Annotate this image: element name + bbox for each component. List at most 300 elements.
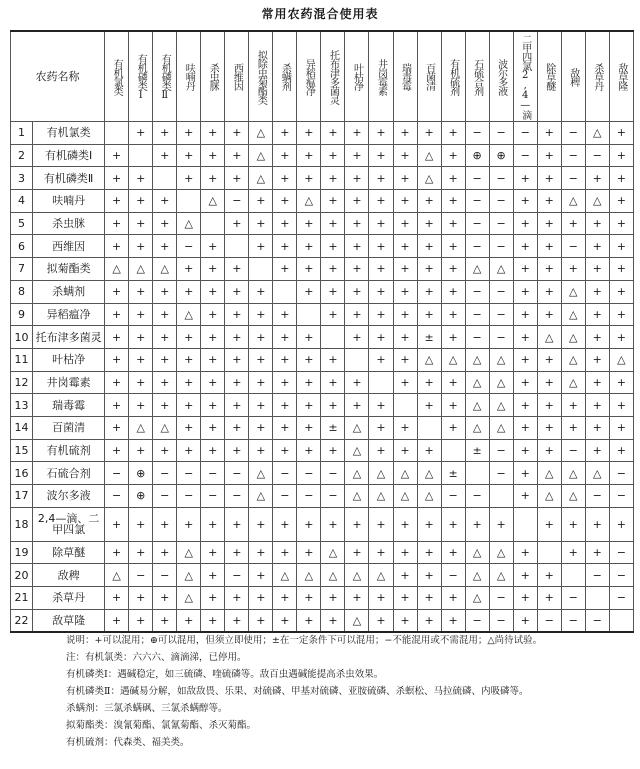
mix-cell: +: [369, 258, 393, 281]
mix-cell: +: [609, 439, 633, 462]
mix-cell: +: [273, 439, 297, 462]
column-header: 敌稗: [561, 31, 585, 122]
mix-cell: +: [201, 564, 225, 587]
column-header: 西维因: [225, 31, 249, 122]
table-row: [11, 190, 634, 213]
mix-cell: +: [441, 235, 465, 258]
mix-cell: +: [585, 212, 609, 235]
mix-cell: +: [417, 280, 441, 303]
mix-cell: +: [105, 167, 129, 190]
mix-cell: +: [441, 609, 465, 632]
mix-cell: −: [441, 564, 465, 587]
row-number: 14: [11, 416, 33, 439]
row-number: 8: [11, 280, 33, 303]
mix-cell: [441, 439, 465, 462]
mix-cell: +: [369, 416, 393, 439]
mix-cell: △: [537, 326, 561, 349]
mix-cell: △: [465, 394, 489, 417]
row-pesticide-name: 杀草丹: [33, 587, 105, 610]
column-header: 瑞毒霉: [393, 31, 417, 122]
mix-cell: +: [609, 280, 633, 303]
mix-cell: △: [297, 190, 321, 213]
mix-cell: +: [393, 326, 417, 349]
header-row: [11, 31, 634, 122]
mix-cell: △: [417, 348, 441, 371]
mix-cell: −: [105, 462, 129, 485]
mix-cell: +: [201, 348, 225, 371]
mix-cell: +: [105, 394, 129, 417]
mix-cell: △: [321, 564, 345, 587]
mix-cell: +: [369, 587, 393, 610]
mix-cell: +: [537, 280, 561, 303]
mix-cell: +: [153, 144, 177, 167]
mix-cell: +: [321, 507, 345, 541]
mix-cell: △: [561, 303, 585, 326]
mix-cell: +: [321, 394, 345, 417]
mix-cell: −: [561, 144, 585, 167]
row-pesticide-name: 叶枯净: [33, 348, 105, 371]
mix-cell: +: [561, 394, 585, 417]
mix-cell: +: [297, 587, 321, 610]
mix-cell: +: [393, 235, 417, 258]
mix-cell: +: [249, 235, 273, 258]
mix-cell: +: [561, 416, 585, 439]
mix-cell: +: [153, 190, 177, 213]
mix-cell: −: [561, 235, 585, 258]
mix-cell: △: [585, 462, 609, 485]
mix-cell: △: [585, 122, 609, 145]
column-header: 有机硫剂: [441, 31, 465, 122]
mix-cell: △: [417, 144, 441, 167]
mix-cell: −: [489, 122, 513, 145]
row-pesticide-name: 呋喃丹: [33, 190, 105, 213]
mix-cell: +: [537, 144, 561, 167]
mix-cell: +: [393, 348, 417, 371]
mix-cell: +: [441, 122, 465, 145]
mix-cell: [153, 167, 177, 190]
mix-cell: [273, 280, 297, 303]
mix-cell: −: [273, 462, 297, 485]
mix-cell: −: [105, 485, 129, 508]
mix-cell: +: [321, 371, 345, 394]
column-header: 井岗霉素: [369, 31, 393, 122]
mix-cell: △: [321, 541, 345, 564]
mix-cell: −: [321, 485, 345, 508]
mix-cell: +: [441, 212, 465, 235]
mix-cell: +: [225, 609, 249, 632]
mix-cell: +: [321, 235, 345, 258]
mix-cell: △: [561, 190, 585, 213]
mix-cell: [129, 144, 153, 167]
mix-cell: +: [201, 609, 225, 632]
mix-cell: +: [513, 326, 537, 349]
mix-cell: −: [153, 485, 177, 508]
mix-cell: +: [177, 280, 201, 303]
mix-cell: +: [417, 212, 441, 235]
mix-cell: +: [153, 587, 177, 610]
mix-cell: −: [489, 235, 513, 258]
mix-cell: +: [393, 212, 417, 235]
mix-cell: △: [465, 564, 489, 587]
mix-cell: △: [561, 348, 585, 371]
mix-cell: [105, 122, 129, 145]
mix-cell: △: [561, 462, 585, 485]
mix-cell: +: [273, 326, 297, 349]
mix-cell: +: [513, 235, 537, 258]
mix-cell: ⊕: [129, 485, 153, 508]
mix-cell: +: [345, 371, 369, 394]
mix-cell: [369, 371, 393, 394]
table-row: [11, 235, 634, 258]
mix-cell: △: [153, 416, 177, 439]
mix-cell: −: [585, 144, 609, 167]
mix-cell: △: [465, 258, 489, 281]
mix-cell: +: [273, 609, 297, 632]
mix-cell: +: [345, 258, 369, 281]
mix-cell: [513, 507, 537, 541]
row-number: 20: [11, 564, 33, 587]
mix-cell: +: [321, 212, 345, 235]
table-row: [11, 212, 634, 235]
mix-cell: +: [153, 507, 177, 541]
mix-cell: +: [561, 541, 585, 564]
mix-cell: −: [489, 190, 513, 213]
mix-cell: −: [489, 326, 513, 349]
mix-cell: −: [489, 280, 513, 303]
table-row: [11, 587, 634, 610]
mix-cell: −: [129, 564, 153, 587]
mix-cell: +: [129, 371, 153, 394]
mix-cell: +: [609, 303, 633, 326]
mix-cell: +: [393, 371, 417, 394]
mix-cell: +: [345, 212, 369, 235]
mix-cell: +: [537, 167, 561, 190]
row-number: 1: [11, 122, 33, 145]
mix-cell: △: [177, 587, 201, 610]
mix-cell: +: [441, 144, 465, 167]
mix-cell: △: [561, 280, 585, 303]
mix-cell: +: [561, 507, 585, 541]
mix-cell: +: [273, 258, 297, 281]
mix-cell: +: [585, 348, 609, 371]
mix-cell: +: [177, 326, 201, 349]
mix-cell: △: [417, 485, 441, 508]
mix-cell: +: [393, 564, 417, 587]
mix-cell: +: [393, 167, 417, 190]
mix-cell: +: [513, 462, 537, 485]
mix-cell: +: [417, 190, 441, 213]
mix-cell: +: [369, 280, 393, 303]
mix-cell: +: [297, 212, 321, 235]
mix-cell: △: [369, 462, 393, 485]
mix-cell: △: [177, 541, 201, 564]
table-row: [11, 348, 634, 371]
mix-cell: +: [561, 258, 585, 281]
mix-cell: +: [201, 416, 225, 439]
mix-cell: △: [417, 167, 441, 190]
mix-cell: +: [441, 507, 465, 541]
mix-cell: +: [273, 212, 297, 235]
mix-cell: +: [537, 122, 561, 145]
mix-cell: +: [129, 326, 153, 349]
table-row: [11, 326, 634, 349]
column-header: 叶枯净: [345, 31, 369, 122]
column-header: 拟除虫菊酯类: [249, 31, 273, 122]
mix-cell: +: [225, 394, 249, 417]
mix-cell: ⊕: [129, 462, 153, 485]
mix-cell: △: [489, 416, 513, 439]
mix-cell: +: [225, 280, 249, 303]
mix-cell: −: [489, 439, 513, 462]
mix-cell: +: [537, 371, 561, 394]
mix-cell: △: [465, 587, 489, 610]
mix-cell: +: [105, 541, 129, 564]
mix-cell: −: [513, 144, 537, 167]
mix-cell: △: [393, 485, 417, 508]
mix-cell: △: [345, 564, 369, 587]
table-title: 常用农药混合使用表: [261, 7, 379, 21]
mix-cell: +: [273, 587, 297, 610]
mix-cell: +: [513, 280, 537, 303]
mix-cell: +: [249, 190, 273, 213]
mix-cell: [561, 564, 585, 587]
mix-cell: +: [153, 326, 177, 349]
mix-cell: +: [417, 122, 441, 145]
mix-cell: +: [225, 167, 249, 190]
mix-cell: +: [249, 541, 273, 564]
mix-cell: +: [537, 190, 561, 213]
mix-cell: +: [201, 258, 225, 281]
mix-cell: +: [105, 348, 129, 371]
mix-cell: +: [537, 303, 561, 326]
mix-cell: +: [585, 416, 609, 439]
row-pesticide-name: 瑞毒霉: [33, 394, 105, 417]
mix-cell: +: [417, 258, 441, 281]
table-row: [11, 258, 634, 281]
mix-cell: +: [105, 507, 129, 541]
mix-cell: −: [297, 485, 321, 508]
mix-cell: +: [609, 371, 633, 394]
mix-cell: −: [585, 609, 609, 632]
mix-cell: +: [513, 439, 537, 462]
mix-cell: +: [177, 609, 201, 632]
mix-cell: +: [345, 122, 369, 145]
mix-cell: +: [393, 258, 417, 281]
mix-cell: +: [249, 564, 273, 587]
mix-cell: +: [297, 439, 321, 462]
mix-cell: −: [561, 122, 585, 145]
mix-cell: +: [177, 348, 201, 371]
mix-cell: △: [129, 416, 153, 439]
mix-cell: +: [153, 371, 177, 394]
mix-cell: +: [201, 541, 225, 564]
mix-cell: +: [249, 439, 273, 462]
mix-cell: −: [489, 587, 513, 610]
mix-cell: +: [585, 371, 609, 394]
footnote-line: 有机磷类Ⅱ：遇碱易分解，如敌敌畏、乐果、对硫磷、甲基对硫磷、亚胺硫磷、杀螟松、马拉硫磷、内吸磷等。: [66, 686, 529, 697]
mix-cell: +: [273, 122, 297, 145]
row-pesticide-name: 百菌清: [33, 416, 105, 439]
mix-cell: −: [465, 235, 489, 258]
mix-cell: +: [345, 144, 369, 167]
mix-cell: +: [417, 439, 441, 462]
mix-cell: [201, 212, 225, 235]
mix-cell: −: [177, 485, 201, 508]
column-header: 敌草隆: [609, 31, 633, 122]
mix-cell: +: [417, 587, 441, 610]
row-pesticide-name: 托布津多菌灵: [33, 326, 105, 349]
row-number: 22: [11, 609, 33, 632]
mix-cell: −: [465, 190, 489, 213]
row-pesticide-name: 石硫合剂: [33, 462, 105, 485]
mix-cell: +: [513, 167, 537, 190]
mix-cell: +: [129, 348, 153, 371]
mix-cell: +: [273, 507, 297, 541]
table-row: [11, 564, 634, 587]
mix-cell: +: [201, 167, 225, 190]
mix-cell: +: [609, 212, 633, 235]
mix-cell: +: [585, 303, 609, 326]
mix-cell: +: [345, 541, 369, 564]
row-number: 5: [11, 212, 33, 235]
mix-cell: +: [513, 190, 537, 213]
mix-cell: ±: [465, 439, 489, 462]
mix-cell: +: [249, 587, 273, 610]
column-header: 呋喃丹: [177, 31, 201, 122]
mix-cell: +: [153, 280, 177, 303]
mix-cell: +: [537, 394, 561, 417]
mix-cell: −: [225, 190, 249, 213]
mix-cell: +: [249, 416, 273, 439]
pesticide-mix-table: [10, 30, 634, 633]
mix-cell: +: [585, 541, 609, 564]
table-row: [11, 416, 634, 439]
mix-cell: +: [513, 416, 537, 439]
mix-cell: △: [537, 485, 561, 508]
mix-cell: +: [537, 416, 561, 439]
mix-cell: +: [441, 258, 465, 281]
mix-cell: +: [345, 280, 369, 303]
table-row: [11, 462, 634, 485]
mix-cell: +: [273, 190, 297, 213]
mix-cell: +: [609, 167, 633, 190]
mix-cell: △: [465, 348, 489, 371]
mix-cell: △: [585, 190, 609, 213]
mix-cell: +: [129, 394, 153, 417]
mix-cell: +: [297, 122, 321, 145]
mix-cell: +: [321, 167, 345, 190]
mix-cell: +: [561, 212, 585, 235]
mix-cell: +: [105, 416, 129, 439]
row-number: 13: [11, 394, 33, 417]
mix-cell: +: [129, 507, 153, 541]
row-number: 21: [11, 587, 33, 610]
mix-cell: +: [345, 167, 369, 190]
column-header: 石硫合剂: [465, 31, 489, 122]
mix-cell: +: [537, 587, 561, 610]
mix-cell: △: [177, 303, 201, 326]
mix-cell: +: [297, 348, 321, 371]
mix-cell: [225, 235, 249, 258]
mix-cell: +: [609, 394, 633, 417]
mix-cell: +: [321, 190, 345, 213]
mix-cell: +: [513, 485, 537, 508]
mix-cell: −: [153, 564, 177, 587]
mix-cell: +: [273, 303, 297, 326]
mix-cell: +: [513, 348, 537, 371]
mix-cell: +: [465, 507, 489, 541]
mix-cell: +: [321, 609, 345, 632]
row-number: 2: [11, 144, 33, 167]
mix-cell: +: [441, 394, 465, 417]
mix-cell: −: [153, 462, 177, 485]
mix-cell: −: [441, 485, 465, 508]
mix-cell: [465, 462, 489, 485]
mix-cell: −: [489, 609, 513, 632]
mix-cell: +: [393, 609, 417, 632]
mix-cell: +: [249, 280, 273, 303]
mix-cell: +: [249, 348, 273, 371]
column-header: 二甲四氯2,4—滴: [513, 31, 537, 122]
mix-cell: −: [609, 564, 633, 587]
mix-cell: +: [225, 212, 249, 235]
mix-cell: −: [465, 326, 489, 349]
mix-cell: +: [513, 564, 537, 587]
table-row: [11, 507, 634, 541]
mix-cell: +: [297, 371, 321, 394]
mix-cell: −: [609, 587, 633, 610]
mix-cell: +: [105, 609, 129, 632]
row-pesticide-name: 拟菊酯类: [33, 258, 105, 281]
mix-cell: +: [441, 326, 465, 349]
mix-cell: +: [369, 167, 393, 190]
mix-cell: +: [345, 587, 369, 610]
mix-cell: +: [201, 394, 225, 417]
mix-cell: +: [201, 587, 225, 610]
mix-cell: +: [201, 303, 225, 326]
mix-cell: +: [393, 144, 417, 167]
mix-cell: +: [129, 280, 153, 303]
mix-cell: [345, 348, 369, 371]
mix-cell: △: [393, 462, 417, 485]
mix-cell: +: [393, 541, 417, 564]
mix-cell: +: [129, 587, 153, 610]
mix-cell: −: [465, 485, 489, 508]
mix-cell: +: [417, 394, 441, 417]
mix-cell: +: [129, 439, 153, 462]
mix-cell: △: [561, 371, 585, 394]
mix-cell: +: [105, 326, 129, 349]
mix-cell: +: [249, 507, 273, 541]
mix-cell: △: [441, 348, 465, 371]
row-pesticide-name: 波尔多液: [33, 485, 105, 508]
mix-cell: △: [297, 564, 321, 587]
mix-cell: +: [393, 416, 417, 439]
mix-cell: +: [153, 609, 177, 632]
row-pesticide-name: 有机磷类Ⅱ: [33, 167, 105, 190]
mix-cell: △: [489, 564, 513, 587]
mix-cell: +: [177, 144, 201, 167]
mix-cell: [393, 394, 417, 417]
table-row: [11, 303, 634, 326]
mix-cell: +: [297, 144, 321, 167]
mix-cell: +: [417, 371, 441, 394]
mix-cell: △: [129, 258, 153, 281]
mix-cell: +: [417, 564, 441, 587]
mix-cell: ⊕: [465, 144, 489, 167]
column-header: 有机磷类Ⅱ: [153, 31, 177, 122]
mix-cell: −: [513, 122, 537, 145]
